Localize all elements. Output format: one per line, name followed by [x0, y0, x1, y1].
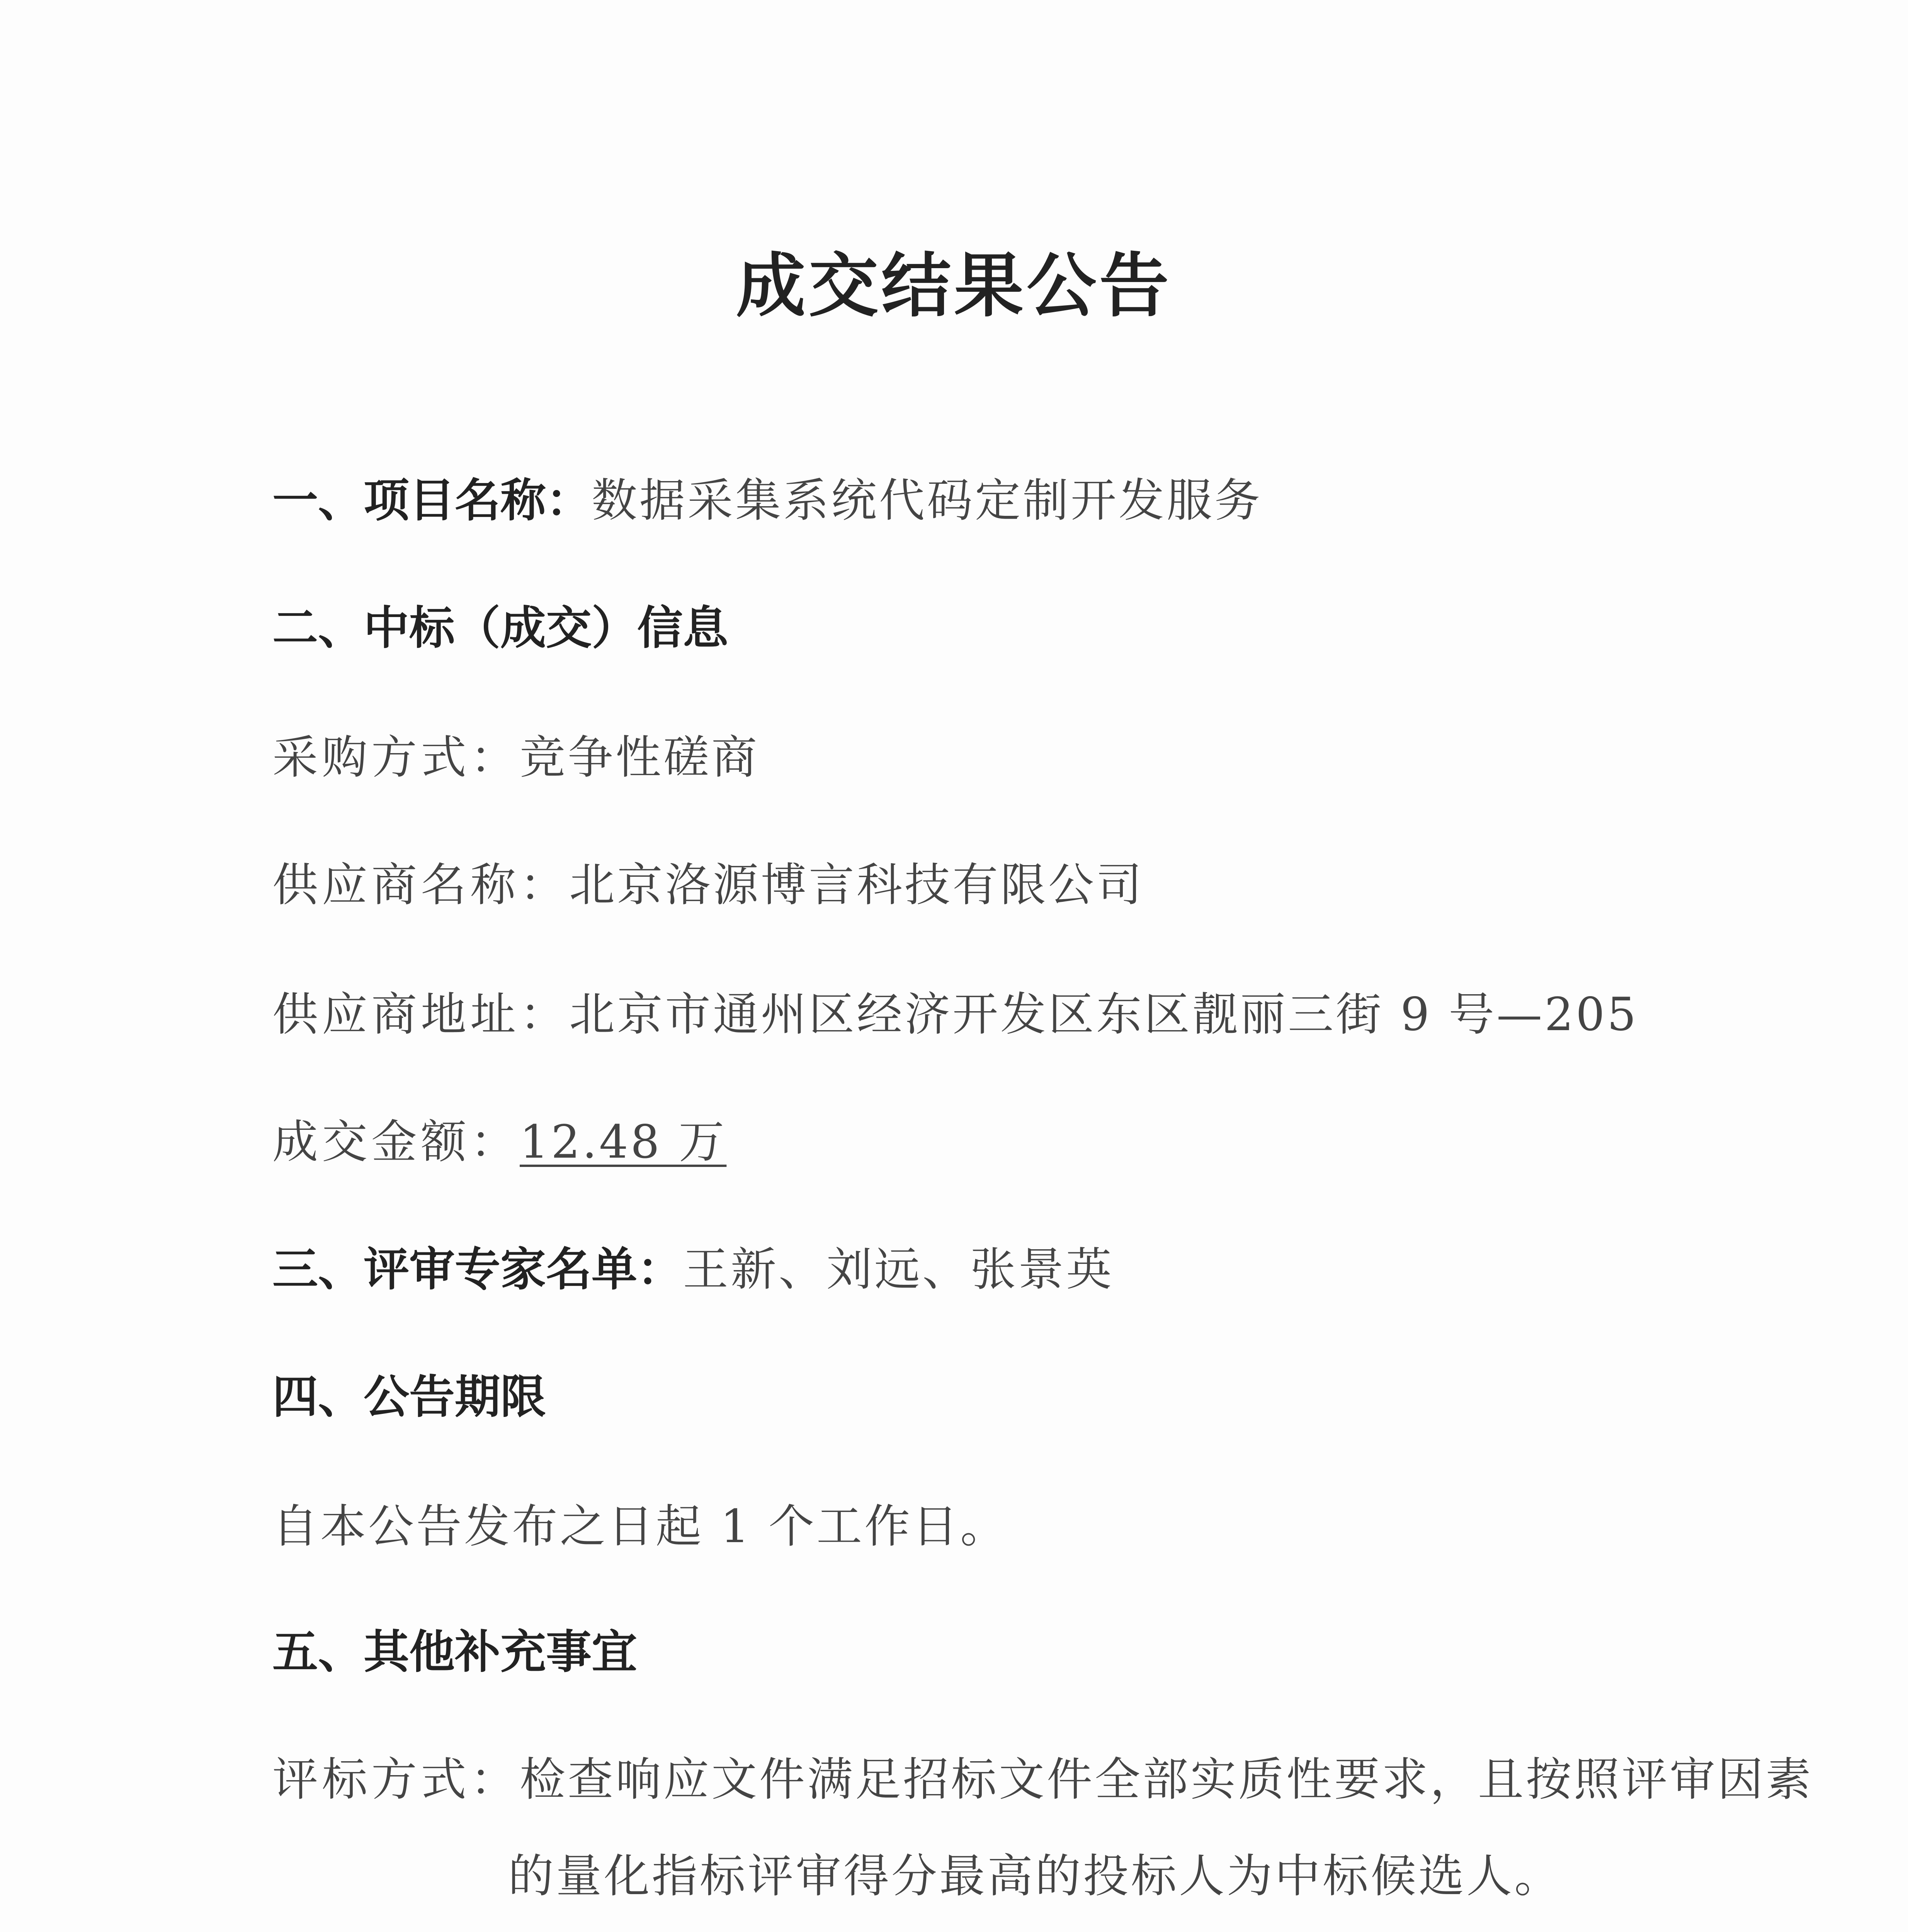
supplier-name-row	[272, 854, 1144, 916]
deal-amount-row	[272, 1111, 726, 1173]
notice-period-text: 自本公告发布之日起 1 个工作日。	[272, 1500, 1008, 1553]
eval-method-label: 评标方式：	[272, 1753, 520, 1806]
eval-method-line2: 的量化指标评审得分最高的投标人为中标候选人。	[508, 1849, 1563, 1903]
project-name-value: 数据采集系统代码定制开发服务	[592, 474, 1263, 527]
supplier-name-value: 北京洛源博言科技有限公司	[569, 858, 1144, 912]
notice-period-heading: 四、公告期限	[272, 1370, 546, 1423]
supplier-address-label: 供应商地址：	[272, 988, 570, 1041]
document-title: 成交结果公告	[736, 245, 1172, 327]
experts-row	[272, 1238, 1114, 1300]
deal-amount-value: 12.48 万	[520, 1115, 727, 1168]
experts-value: 王新、刘远、张景英	[683, 1243, 1114, 1296]
supplier-address-row	[272, 983, 1638, 1045]
deal-amount-label: 成交金额：	[272, 1115, 520, 1168]
procurement-method-label: 采购方式：	[272, 731, 520, 784]
experts-label: 三、评审专家名单：	[272, 1243, 683, 1296]
eval-method-row	[272, 1748, 1813, 1810]
award-info-heading: 二、中标（成交）信息	[272, 601, 729, 655]
procurement-method-value: 竞争性磋商	[520, 731, 760, 784]
eval-method-line1: 检查响应文件满足招标文件全部实质性要求，且按照评审因素	[520, 1753, 1814, 1806]
supplier-name-label: 供应商名称：	[272, 858, 570, 912]
procurement-method-row	[272, 726, 759, 788]
project-name-label: 一、项目名称：	[272, 474, 592, 527]
project-name-row	[272, 469, 1262, 531]
supplier-address-value: 北京市通州区经济开发区东区靓丽三街 9 号—205	[569, 988, 1639, 1041]
other-matters-heading: 五、其他补充事宜	[272, 1625, 638, 1679]
